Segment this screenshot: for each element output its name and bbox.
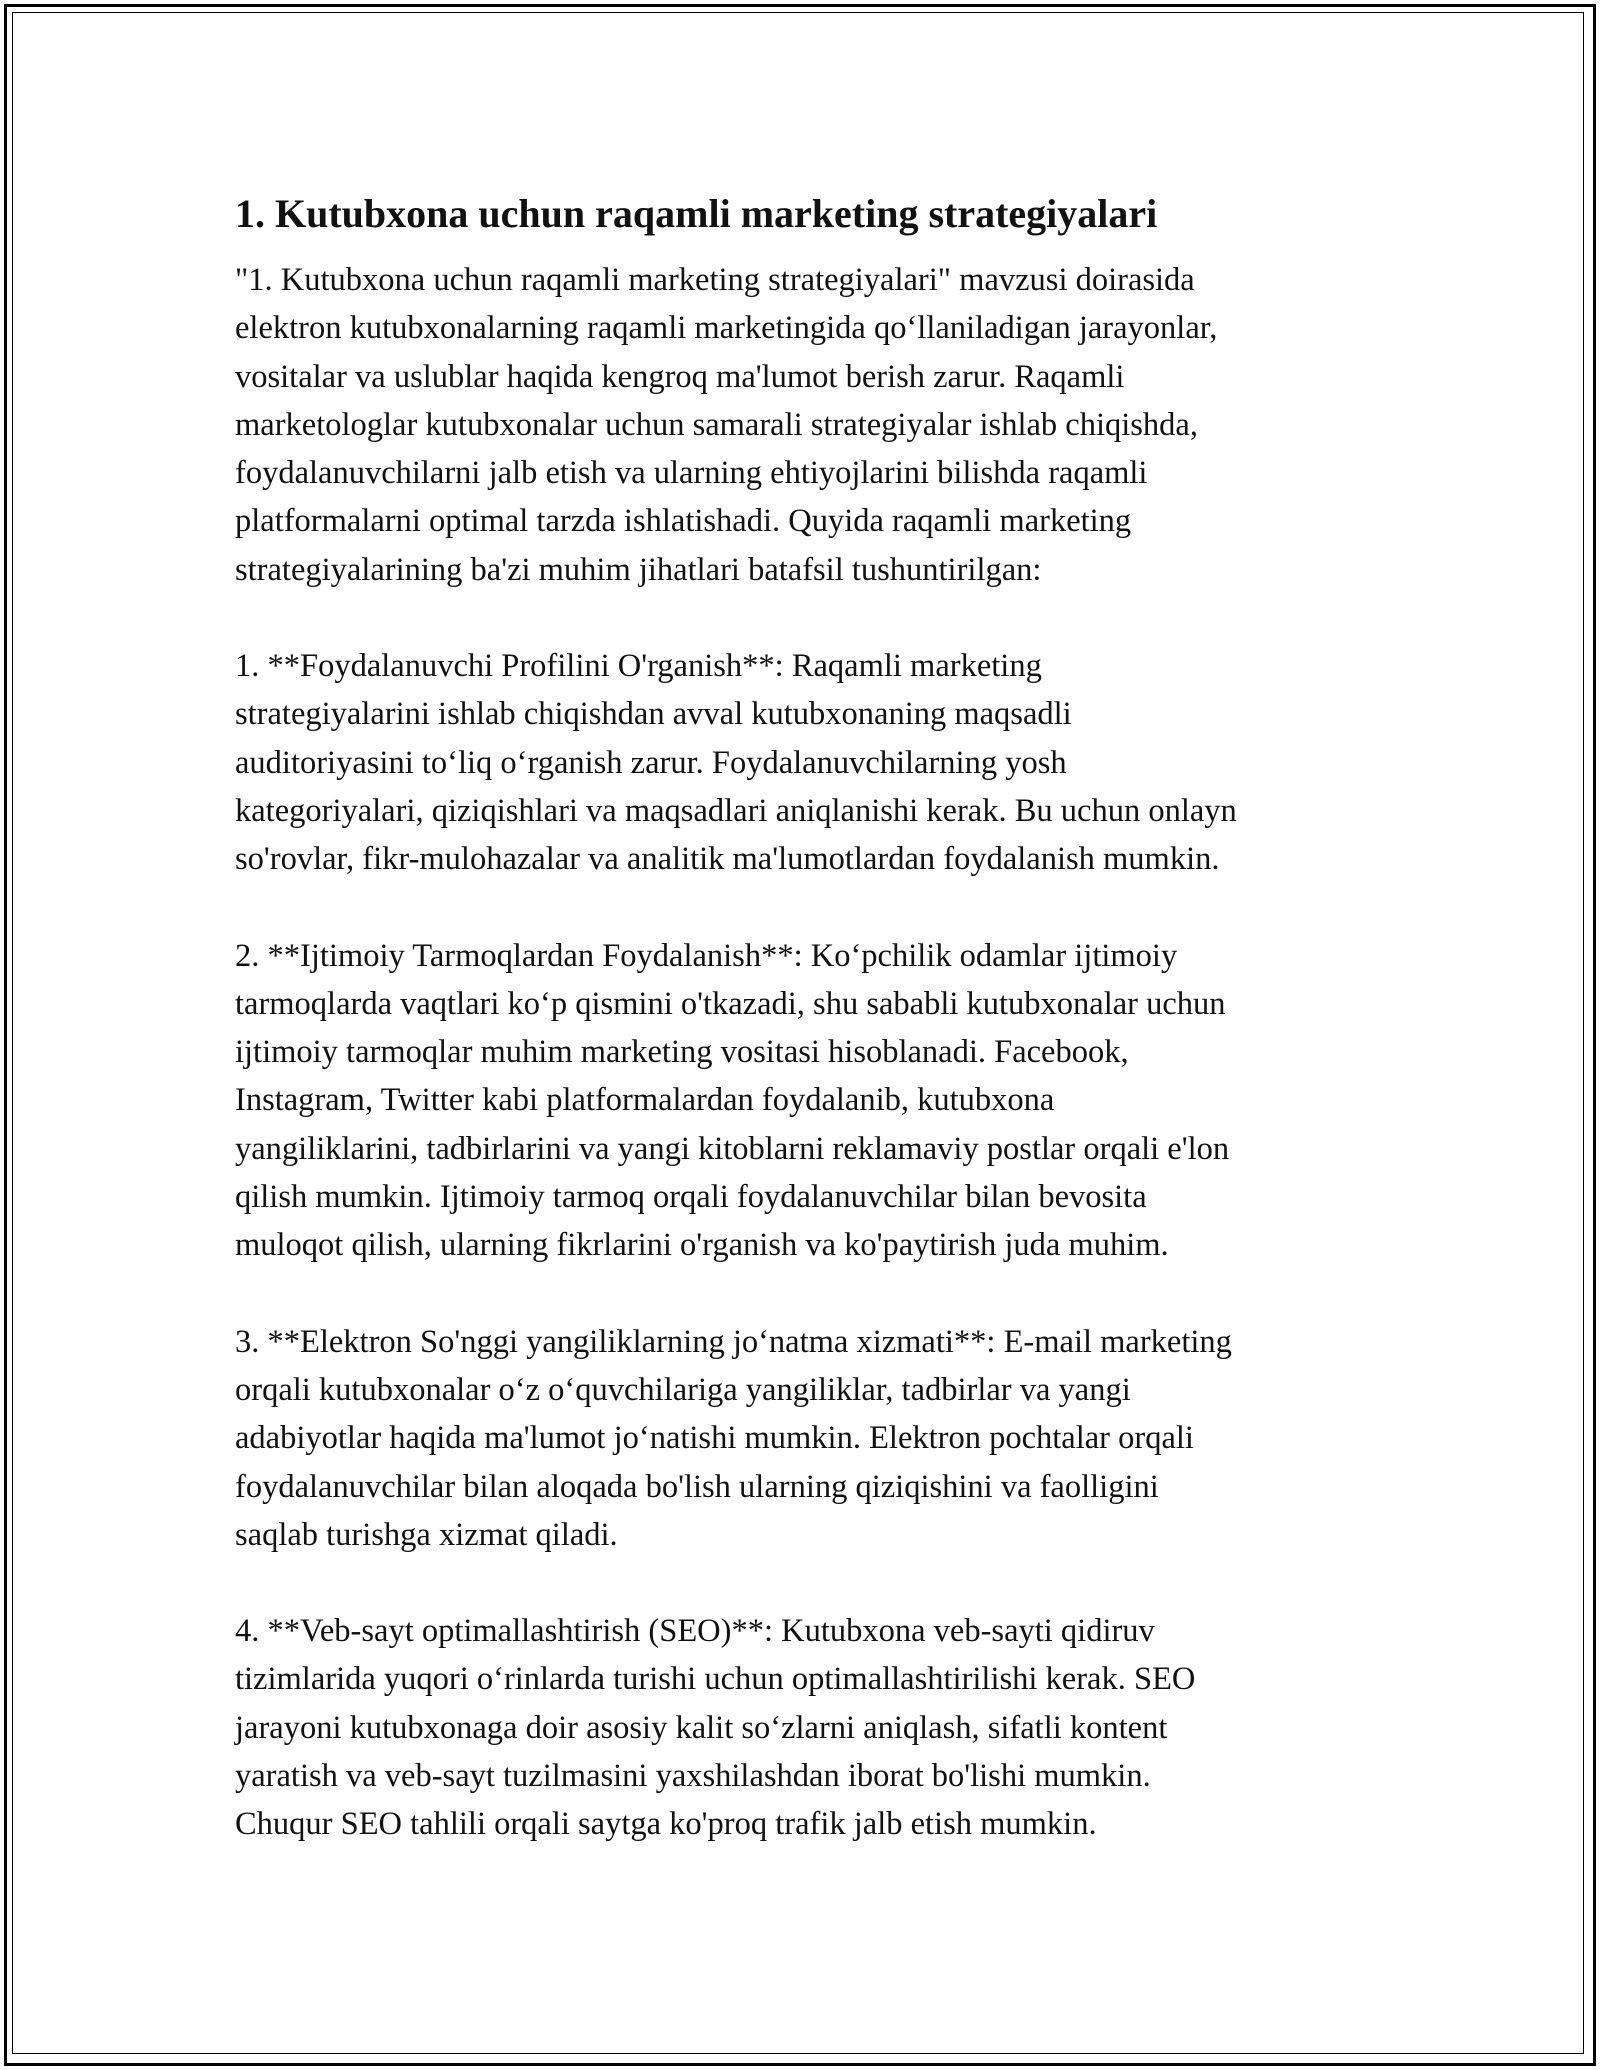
paragraph-social-networks: 2. **Ijtimoiy Tarmoqlardan Foydalanish**: Ko‘pchilik odamlar ijtimoiy tarmoqlarda vaqtlari ko‘p qismini o'tkazadi, shu sababli kutubxonalar uchun ijtimoiy tarmoqlar muhim marketing vositasi hisoblanadi. Facebook, Instagram, Twitter kabi platformalardan foydalanib, kutubxona yangiliklarini, tadbirlarini va yangi kitoblarni reklamaviy postlar orqali e'lon qilish mumkin. Ijtimoiy tarmoq orqali foydalanuvchilar bilan bevosita muloqot qilish, ularning fikrlarini o'rganish va ko'paytirish juda muhim. (235, 937, 1230, 1264)
paragraph-seo: 4. **Veb-sayt optimallashtirish (SEO)**: Kutubxona veb-sayti qidiruv tizimlarida yuqori o‘rinlarda turishi uchun optimallashtirilishi kerak. SEO jarayoni kutubxonaga doir asosiy kalit so‘zlarni aniqlash, sifatli kontent yaratish va veb-sayt tuzilmasini yaxshilashdan iborat bo'lishi mumkin. Chuqur SEO tahlili orqali saytga ko'proq trafik jalb etish mumkin. (235, 1613, 1196, 1843)
intro-paragraph: "1. Kutubxona uchun raqamli marketing strategiyalari" mavzusi doirasida elektron kutubxonalarning raqamli marketingida qo‘llaniladigan jarayonlar, vositalar va uslublar haqida kengroq ma'lumot berish zarur. Raqamli marketologlar kutubxonalar uchun samarali strategiyalar ishlab chiqishda, foydalanuvchilarni jalb etish va ularning ehtiyojlarini bilishda raqamli platformalarni optimal tarzda ishlatishadi. Quyida raqamli marketing strategiyalarining ba'zi muhim jihatlari batafsil tushuntirilgan: (235, 262, 1218, 588)
paragraph-user-profile: 1. **Foydalanuvchi Profilini O'rganish**: Raqamli marketing strategiyalarini ishlab chiqishdan avval kutubxonaning maqsadli auditoriyasini to‘liq o‘rganish zarur. Foydalanuvchilarning yosh kategoriyalari, qiziqishlari va maqsadlari aniqlanishi kerak. Bu uchun onlayn so'rovlar, fikr-mulohazalar va analitik ma'lumotlardan foydalanish mumkin. (235, 648, 1237, 878)
page-title: 1. Kutubxona uchun raqamli marketing strategiyalari (235, 191, 1158, 236)
document-body (235, 184, 1395, 1897)
paragraph-email-newsletter: 3. **Elektron So'nggi yangiliklarning jo‘natma xizmati**: E-mail marketing orqali kutubxonalar o‘z o‘quvchilariga yangiliklar, tadbirlar va yangi adabiyotlar haqida ma'lumot jo‘natishi mumkin. Elektron pochtalar orqali foydalanuvchilar bilan aloqada bo'lish ularning qiziqishini va faolligini saqlab turishga xizmat qiladi. (235, 1323, 1232, 1553)
